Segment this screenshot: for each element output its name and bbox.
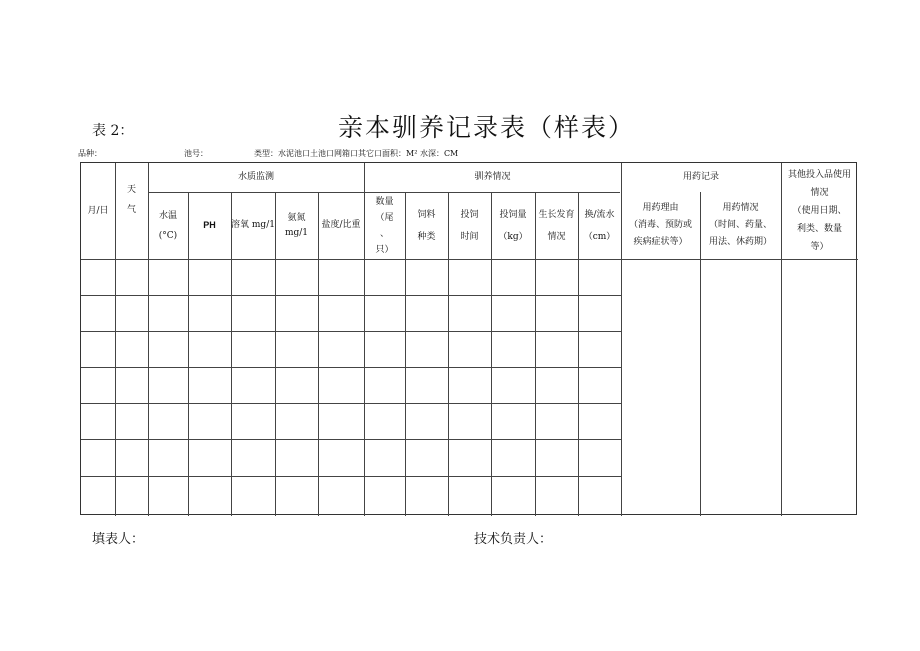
table-row-entries <box>81 259 621 516</box>
technical-lead-label: 技术负责人： <box>474 532 553 547</box>
domestication-header: 驯养情况 <box>474 172 511 182</box>
growth-header: 生长发育 情况 <box>538 209 575 242</box>
water-quality-header: 水质监测 <box>237 172 274 182</box>
other-inputs-header: 其他投入品使用 情况 （使用日期、 利类、数量 等） <box>787 170 851 252</box>
ammonia-header: 氨氮 mg/1 <box>284 212 309 238</box>
pond-number-label: 池号： <box>184 149 208 158</box>
ph-header: PH <box>203 220 216 230</box>
feeding-amount-header: 投饲量 （kg） <box>498 209 528 242</box>
document-title: 亲本驯养记录表（样表） <box>338 113 636 142</box>
species-label: 品种： <box>78 149 102 158</box>
table-number-label: 表 2： <box>92 123 134 139</box>
other-inputs-entry <box>781 259 858 516</box>
water-change-header: 换/流水 （cm） <box>583 209 616 242</box>
record-table <box>80 162 857 515</box>
medication-reason-entry <box>621 259 700 516</box>
salinity-header: 盐度/比重 <box>321 220 361 230</box>
weather-header: 天 气 <box>126 185 136 215</box>
medication-detail-entry <box>700 259 781 516</box>
pond-type-area-depth-label: 类型：水泥池口土池口网箱口其它口面积：M² 水深：CM <box>254 149 459 158</box>
feed-type-header: 饲料 种类 <box>417 209 436 242</box>
medication-detail-header: 用药情况 （时间、药量、 用法、休药期） <box>708 203 772 247</box>
medication-header: 用药记录 <box>682 172 719 182</box>
dissolved-oxygen-header: 溶氧 mg/1 <box>231 220 275 230</box>
filler-label: 填表人： <box>92 532 145 547</box>
feeding-time-header: 投饲 时间 <box>460 209 479 242</box>
date-header: 月/日 <box>87 205 109 216</box>
medication-reason-header: 用药理由 （消毒、预防或 疾病症状等） <box>628 203 692 247</box>
quantity-header: 数量 （尾 、 只） <box>375 196 394 255</box>
water-temperature-header: 水温 (°C) <box>158 210 178 241</box>
